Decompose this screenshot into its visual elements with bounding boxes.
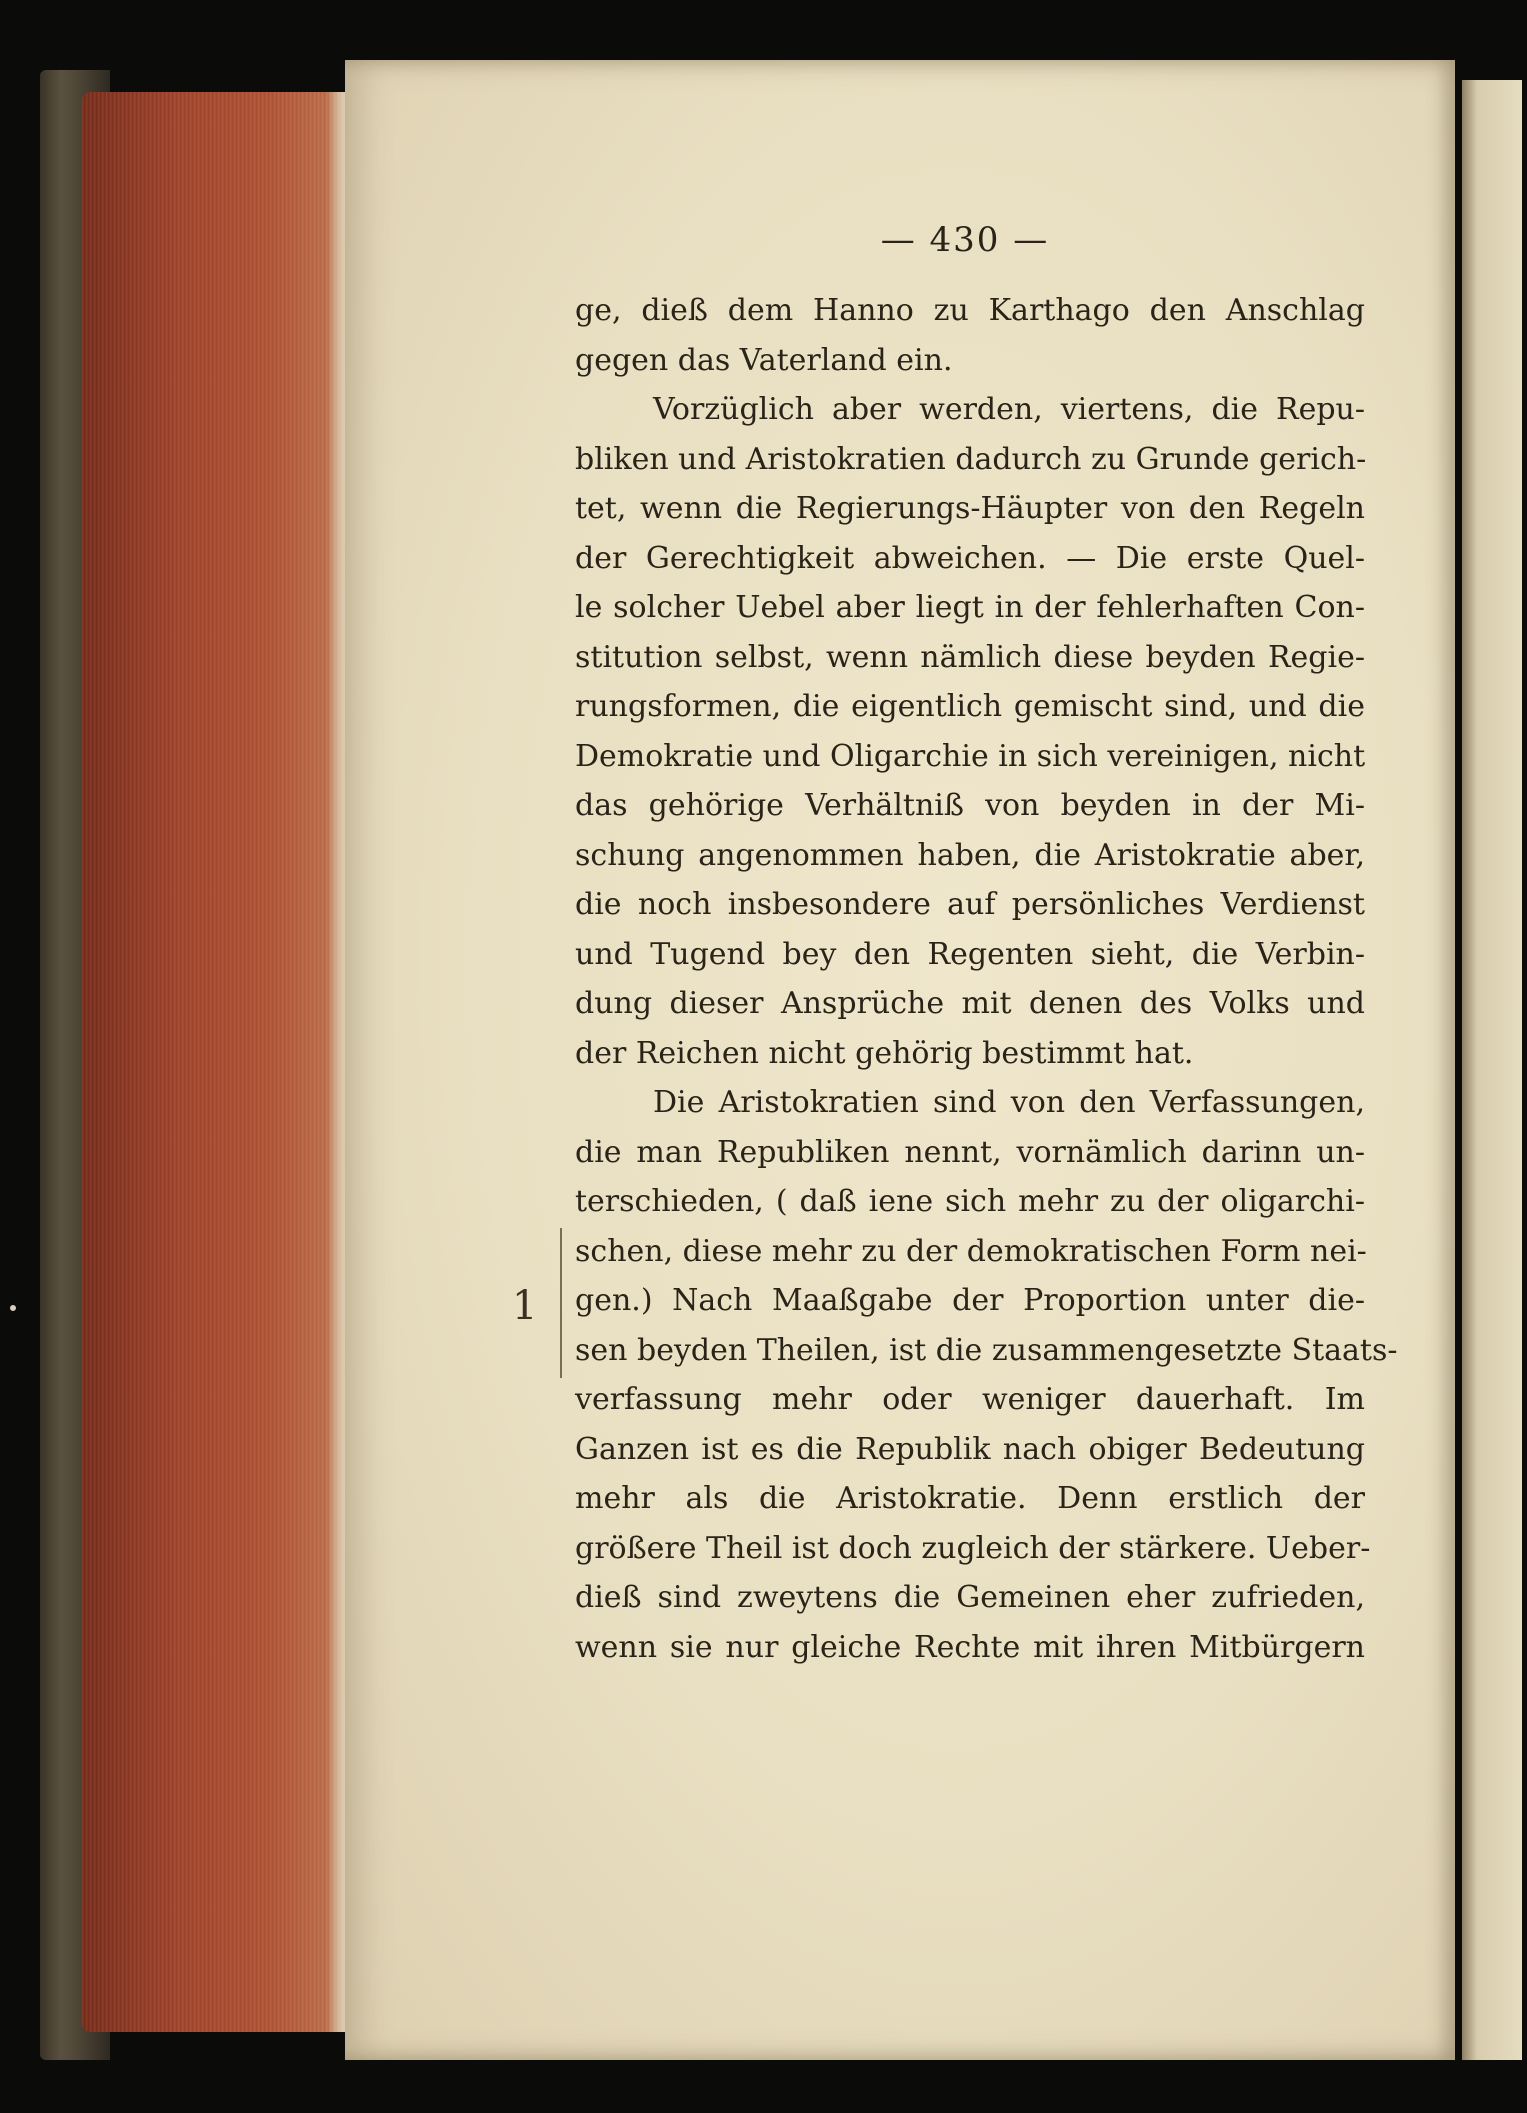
facing-page bbox=[1462, 80, 1522, 2060]
text-line: schung angenommen haben, die Aristokratie aber, bbox=[575, 837, 1365, 873]
text-line: sen beyden Theilen, ist die zusammengesetzte Staats- bbox=[575, 1332, 1398, 1368]
text-line: terschieden, ( daß iene sich mehr zu der oligarchi- bbox=[575, 1184, 1365, 1219]
dust-speck bbox=[10, 1305, 16, 1311]
text-line: wenn sie nur gleiche Rechte mit ihren Mitbürgern bbox=[575, 1629, 1365, 1665]
text-line: dung dieser Ansprüche mit denen des Volks und bbox=[575, 986, 1365, 1021]
text-line: und Tugend bey den Regenten sieht, die Verbin- bbox=[575, 936, 1365, 972]
text-line: größere Theil ist doch zugleich der stärkere. Ueber- bbox=[575, 1530, 1371, 1566]
text-line: der Gerechtigkeit abweichen. — Die erste Quel- bbox=[575, 540, 1365, 576]
text-line: schen, diese mehr zu der demokratischen Form nei- bbox=[575, 1233, 1367, 1269]
text-line: mehr als die Aristokratie. Denn erstlich der bbox=[575, 1481, 1365, 1516]
text-line: stitution selbst, wenn nämlich diese beyden Regie- bbox=[575, 639, 1365, 675]
text-line: das gehörige Verhältniß von beyden in der Mi- bbox=[575, 788, 1365, 823]
text-line: Vorzüglich aber werden, viertens, die Repu- bbox=[653, 392, 1365, 427]
text-line: Demokratie und Oligarchie in sich vereinigen, nicht bbox=[575, 738, 1366, 774]
text-line: die noch insbesondere auf persönliches Verdienst bbox=[575, 887, 1365, 922]
page-number: — 430 — bbox=[880, 220, 1050, 260]
page-edges bbox=[82, 92, 350, 2032]
text-line: dieß sind zweytens die Gemeinen eher zufrieden, bbox=[575, 1580, 1365, 1615]
text-line: rungsformen, die eigentlich gemischt sind, und die bbox=[575, 689, 1365, 724]
page-text bbox=[575, 220, 1398, 1672]
text-line: gegen das Vaterland ein. bbox=[575, 342, 953, 378]
text-line: ge, dieß dem Hanno zu Karthago den Anschlag bbox=[575, 293, 1365, 328]
text-line: die man Republiken nennt, vornämlich darinn un- bbox=[575, 1134, 1365, 1170]
text-line: verfassung mehr oder weniger dauerhaft. Im bbox=[575, 1382, 1365, 1417]
text-line: le solcher Uebel aber liegt in der fehlerhaften Con- bbox=[575, 590, 1365, 625]
text-line: der Reichen nicht gehörig bestimmt hat. bbox=[575, 1035, 1194, 1071]
text-line: tet, wenn die Regierungs-Häupter von den Regeln bbox=[575, 491, 1365, 526]
margin-bracket bbox=[560, 1228, 562, 1378]
text-line: Ganzen ist es die Republik nach obiger Bedeutung bbox=[575, 1431, 1365, 1467]
text-line: gen.) Nach Maaßgabe der Proportion unter die- bbox=[575, 1283, 1365, 1318]
margin-note: 1 bbox=[512, 1283, 538, 1329]
text-line: Die Aristokratien sind von den Verfassungen, bbox=[653, 1085, 1365, 1120]
text-line: bliken und Aristokratien dadurch zu Grunde gerich- bbox=[575, 441, 1367, 477]
